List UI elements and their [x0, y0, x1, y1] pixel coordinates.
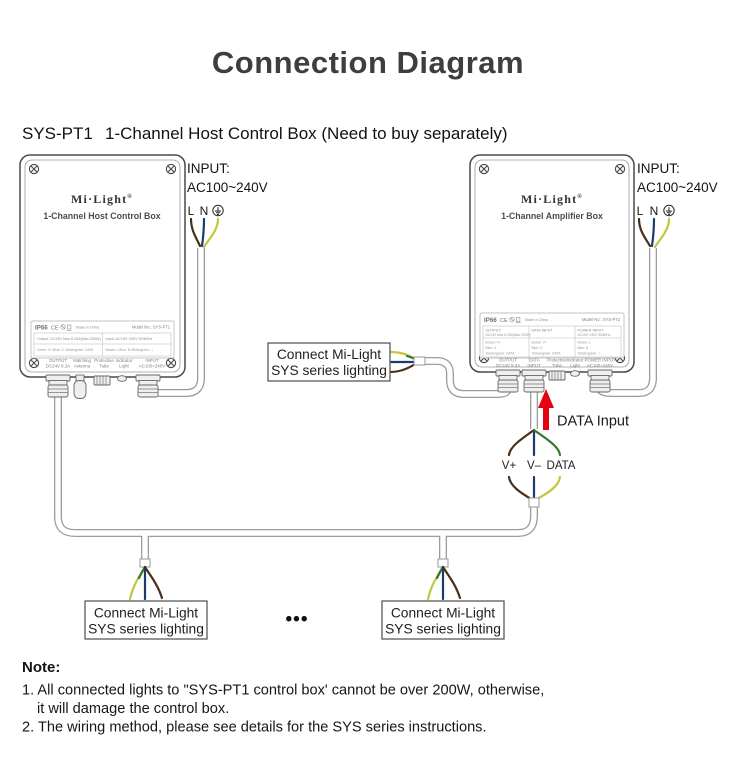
up-arrow-icon: [538, 389, 554, 430]
lighting-drop-1: [130, 559, 162, 599]
svg-text:Blue: V-: Blue: V-: [531, 346, 544, 350]
data-wire-lower: [537, 477, 560, 499]
screw-icon: [166, 164, 175, 173]
drop-ferrule: [140, 559, 150, 567]
note-block: [22, 659, 544, 736]
svg-text:AC100~240V: AC100~240V: [187, 180, 268, 195]
vminus-label: V–: [526, 460, 542, 472]
page-title: Connection Diagram: [211, 45, 525, 80]
vplus-wire-lower: [509, 477, 531, 499]
svg-text:Blue: N: Blue: N: [577, 346, 589, 350]
subtitle: [22, 124, 508, 143]
terminal-l: L: [636, 204, 644, 218]
ip-rating: IP66: [484, 317, 497, 324]
svg-text:Output: DC24V Max 8.33A(Max 2: Output: DC24V Max 8.33A(Max 200W): [37, 337, 101, 341]
device-name: 1-Channel Host Control Box: [43, 211, 161, 221]
middle-lighting-callout: [268, 343, 390, 381]
svg-text:Connect Mi-Light: Connect Mi-Light: [276, 347, 382, 362]
made-in: Made in China: [525, 318, 549, 322]
amplifier-ac-input-wires: [639, 219, 669, 247]
svg-text:DC24V Max 8.33A(Max 200W): DC24V Max 8.33A(Max 200W): [485, 333, 531, 337]
svg-text:Input: AC100~240V 50/60Hz: Input: AC100~240V 50/60Hz: [105, 337, 153, 341]
lighting-callout-2: [382, 601, 504, 639]
note-line-3: 2. The wiring method, please see details for the SYS series instructions.: [22, 719, 487, 736]
svg-text:Green: V+ Blue: V- White/g: Green: V+ Blue: V- White/green: DATA: [37, 348, 94, 352]
svg-text:POWER INPUT: POWER INPUT: [577, 328, 604, 333]
data-input-gland: [522, 370, 546, 392]
middle-lighting-wires: [390, 352, 415, 372]
port-label-fuse: Protective Tube: [94, 358, 114, 369]
indicator-light: [118, 376, 127, 382]
vplus-label: V+: [501, 460, 517, 472]
brand-logo: Mi·Light®: [521, 192, 583, 206]
svg-text:Blue: V-: Blue: V-: [485, 346, 498, 350]
output-gland: [496, 370, 520, 392]
subtitle-desc: 1-Channel Host Control Box (Need to buy separately): [105, 124, 508, 143]
made-in: Made in China: [76, 325, 100, 330]
port-label-input: INPUT AC100~240V: [138, 358, 166, 369]
svg-text:INPUT:: INPUT:: [637, 161, 680, 176]
drop-ferrule: [438, 559, 448, 567]
svg-text:Brown: L Blue: N White/gre: Brown: L Blue: N White/green: ⏚: [105, 348, 154, 352]
svg-text:Brown: V+: Brown: V+: [485, 340, 501, 345]
data-input-text: DATA Input: [557, 413, 629, 430]
data-input-wire-loop: [502, 430, 576, 507]
vplus-wire-upper: [509, 430, 534, 455]
svg-text:SYS series lighting: SYS series lighting: [88, 621, 204, 637]
svg-text:SYS series lighting: SYS series lighting: [385, 621, 501, 637]
output-gland: [46, 375, 70, 397]
earth-wire: [655, 219, 669, 247]
lighting-drop-2: [428, 559, 460, 599]
port-label-indicator: Indicator Light: [566, 357, 584, 368]
screw-icon: [479, 164, 488, 173]
host-ac-input-wires: [191, 219, 218, 247]
svg-text:AC100~240V 50/60Hz: AC100~240V 50/60Hz: [577, 333, 611, 337]
host-ac-input-label: [187, 161, 268, 218]
subtitle-model: SYS-PT1: [22, 124, 93, 143]
port-label-output: OUTPUT DC24V 8.3A: [495, 357, 521, 368]
svg-text:Connect Mi-Light: Connect Mi-Light: [390, 605, 496, 621]
model-no: Model No.: SYS-PT2: [582, 317, 620, 322]
model-no: Model No.: SYS-PT1: [132, 324, 170, 330]
earth-ground-icon: [213, 205, 223, 215]
ellipsis-dots: •••: [285, 609, 309, 630]
neutral-wire: [652, 219, 654, 246]
neutral-wire: [202, 219, 204, 246]
terminal-l: L: [187, 204, 195, 218]
lighting-callout-1: [85, 601, 207, 639]
screw-icon: [29, 358, 38, 367]
antenna: [74, 375, 86, 399]
screw-icon: [615, 164, 624, 173]
earth-ground-icon: [664, 205, 674, 215]
note-line-1: 1. All connected lights to "SYS-PT1 control box' cannot be over 200W, otherwise,: [22, 682, 545, 699]
svg-text:OUTPUT: OUTPUT: [485, 328, 501, 333]
device-name: 1-Channel Amplifier Box: [501, 211, 603, 221]
vplus-wire: [390, 364, 415, 372]
svg-text:Yellow/green: ⏚: Yellow/green: ⏚: [577, 351, 602, 356]
svg-text:Connect Mi-Light: Connect Mi-Light: [93, 605, 199, 621]
ce-mark: CE: [500, 318, 508, 324]
brand-logo: Mi·Light®: [71, 192, 133, 206]
live-wire: [639, 219, 650, 246]
earth-wire: [204, 219, 218, 247]
data-label: DATA: [546, 460, 576, 472]
live-wire: [191, 219, 200, 246]
screw-icon: [166, 358, 175, 367]
power-input-gland: [588, 370, 612, 392]
amplifier-box: [470, 155, 634, 392]
data-wire-upper: [534, 430, 560, 455]
fuse-holder: [94, 376, 110, 385]
ip-rating: IP66: [35, 324, 48, 332]
port-label-indicator: Indicator Light: [115, 358, 133, 369]
svg-text:SYS series lighting: SYS series lighting: [271, 363, 387, 378]
svg-text:Brown: L: Brown: L: [577, 340, 591, 345]
host-control-box: [20, 155, 185, 399]
middle-ferrule: [414, 357, 425, 365]
wire-junction-ferrule: [529, 498, 539, 507]
port-label-antenna: Matching Antenna: [73, 358, 91, 369]
port-label-fuse: Protective Tube: [547, 357, 567, 368]
svg-text:Brown: V+: Brown: V+: [531, 340, 547, 345]
note-heading: Note:: [22, 659, 61, 676]
terminal-n: N: [199, 204, 209, 218]
terminal-n: N: [649, 204, 659, 218]
amplifier-ac-input-label: [637, 161, 718, 218]
input-gland: [136, 375, 160, 397]
indicator-light: [571, 371, 580, 377]
svg-text:Yellow/green: DATA: Yellow/green: DATA: [485, 351, 515, 356]
ce-mark: CE: [51, 325, 59, 332]
svg-text:Yellow/green: DATA: Yellow/green: DATA: [531, 351, 561, 356]
svg-text:INPUT:: INPUT:: [187, 161, 230, 176]
port-label-power-input: POWER INPUT AC100~240V: [584, 357, 616, 368]
fuse-holder: [549, 371, 565, 380]
port-label-data-input: DATA INPUT: [527, 357, 541, 368]
screw-icon: [29, 164, 38, 173]
note-line-2: it will damage the control box.: [37, 701, 230, 717]
svg-text:AC100~240V: AC100~240V: [637, 180, 718, 195]
svg-text:DATA INPUT: DATA INPUT: [531, 328, 553, 333]
port-label-output: OUTPUT DC24V 8.3A: [45, 358, 71, 369]
